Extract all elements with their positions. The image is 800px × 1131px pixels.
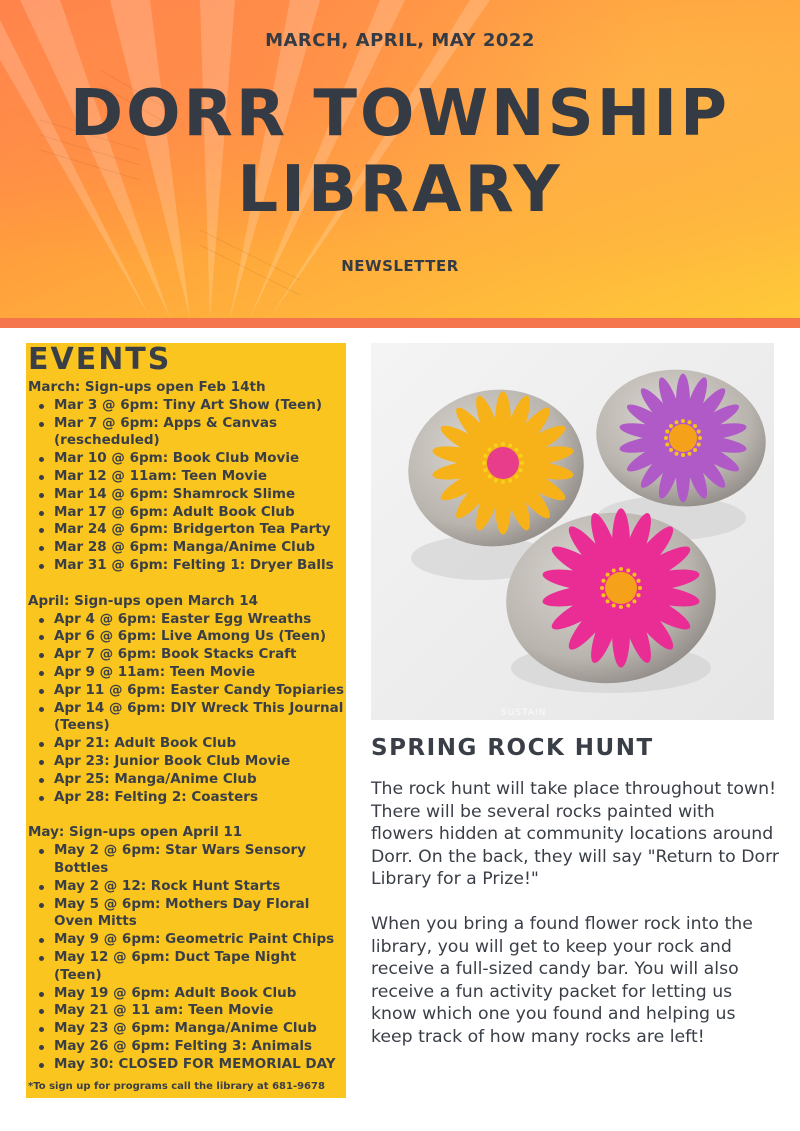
- event-item: Apr 23: Junior Book Club Movie: [54, 753, 346, 771]
- event-item: Apr 7 @ 6pm: Book Stacks Craft: [54, 646, 346, 664]
- event-item: Apr 25: Manga/Anime Club: [54, 771, 346, 789]
- event-item: Apr 11 @ 6pm: Easter Candy Topiaries: [54, 681, 345, 698]
- event-item: Mar 7 @ 6pm: Apps & Canvas (rescheduled): [54, 415, 346, 451]
- event-item: May 2 @ 12: Rock Hunt Starts: [54, 878, 346, 896]
- event-item: Mar 3 @ 6pm: Tiny Art Show (Teen): [54, 397, 346, 415]
- events-panel: [26, 343, 346, 1098]
- rock-hunt-paragraph-2: When you bring a found flower rock into the library, you will get to keep your rock and receive a full-sized candy bar. You will also receive a fun activity packet for letting us know which one you found and helping us keep track of how many rocks are left!: [371, 913, 753, 1047]
- painted-rocks-image: [371, 343, 774, 720]
- event-item: May 2 @ 6pm: Star Wars Sensory Bottles: [54, 842, 346, 878]
- april-heading: April: Sign-ups open March 14: [28, 592, 259, 609]
- newsletter-label: NEWSLETTER: [341, 257, 459, 275]
- event-item: May 30: CLOSED FOR MEMORIAL DAY: [54, 1056, 346, 1074]
- event-item: Apr 28: Felting 2: Coasters: [54, 789, 346, 807]
- library-title-line2: LIBRARY: [237, 153, 563, 227]
- event-item: Apr 21: Adult Book Club: [54, 735, 346, 753]
- header-divider: [0, 318, 800, 328]
- event-item: May 12 @ 6pm: Duct Tape Night (Teen): [54, 949, 346, 985]
- event-item: Mar 10 @ 6pm: Book Club Movie: [54, 450, 346, 468]
- april-events-list: [28, 611, 346, 807]
- event-item: Mar 17 @ 6pm: Adult Book Club: [54, 504, 346, 522]
- event-item: May 26 @ 6pm: Felting 3: Animals: [54, 1038, 346, 1056]
- event-item: Mar 28 @ 6pm: Manga/Anime Club: [54, 539, 346, 557]
- march-events-list: [28, 397, 346, 575]
- issue-date: MARCH, APRIL, MAY 2022: [265, 30, 535, 51]
- rock-hunt-body: [371, 778, 781, 1071]
- event-item: Apr 9 @ 11am: Teen Movie: [54, 664, 346, 682]
- event-item: May 19 @ 6pm: Adult Book Club: [54, 985, 346, 1003]
- rock-hunt-paragraph-1: The rock hunt will take place throughout town! There will be several rocks painted with flowers hidden at community locations around Dorr. On the back, they will say "Return to Dorr Library for a Prize!": [371, 779, 779, 890]
- event-item: Mar 24 @ 6pm: Bridgerton Tea Party: [54, 521, 346, 539]
- event-item: Mar 14 @ 6pm: Shamrock Slime: [54, 486, 346, 504]
- may-events-list: [28, 842, 346, 1073]
- painted-rocks-photo: [371, 343, 774, 720]
- may-heading: May: Sign-ups open April 11: [28, 824, 243, 841]
- event-item: Mar 31 @ 6pm: Felting 1: Dryer Balls: [54, 557, 346, 575]
- event-item: May 9 @ 6pm: Geometric Paint Chips: [54, 931, 346, 949]
- events-title: EVENTS: [28, 342, 172, 377]
- event-item: Apr 14 @ 6pm: DIY Wreck This Journal (Teens): [54, 700, 346, 736]
- event-item: Apr 4 @ 6pm: Easter Egg Wreaths: [54, 611, 346, 629]
- event-item: May 23 @ 6pm: Manga/Anime Club: [54, 1020, 346, 1038]
- rock-hunt-title: SPRING ROCK HUNT: [371, 735, 654, 761]
- event-item: May 21 @ 11 am: Teen Movie: [54, 1002, 346, 1020]
- event-item: Apr 6 @ 6pm: Live Among Us (Teen): [54, 628, 346, 646]
- event-item: May 5 @ 6pm: Mothers Day Floral Oven Mitts: [54, 896, 346, 932]
- library-title: [0, 76, 800, 228]
- event-item: Mar 12 @ 11am: Teen Movie: [54, 468, 346, 486]
- signup-footnote: *To sign up for programs call the library at 681-9678: [28, 1081, 325, 1092]
- photo-watermark: SUSTAIN: [501, 708, 547, 718]
- library-title-line1: DORR TOWNSHIP: [70, 77, 730, 151]
- newsletter-header: [0, 0, 800, 318]
- march-heading: March: Sign-ups open Feb 14th: [28, 379, 266, 395]
